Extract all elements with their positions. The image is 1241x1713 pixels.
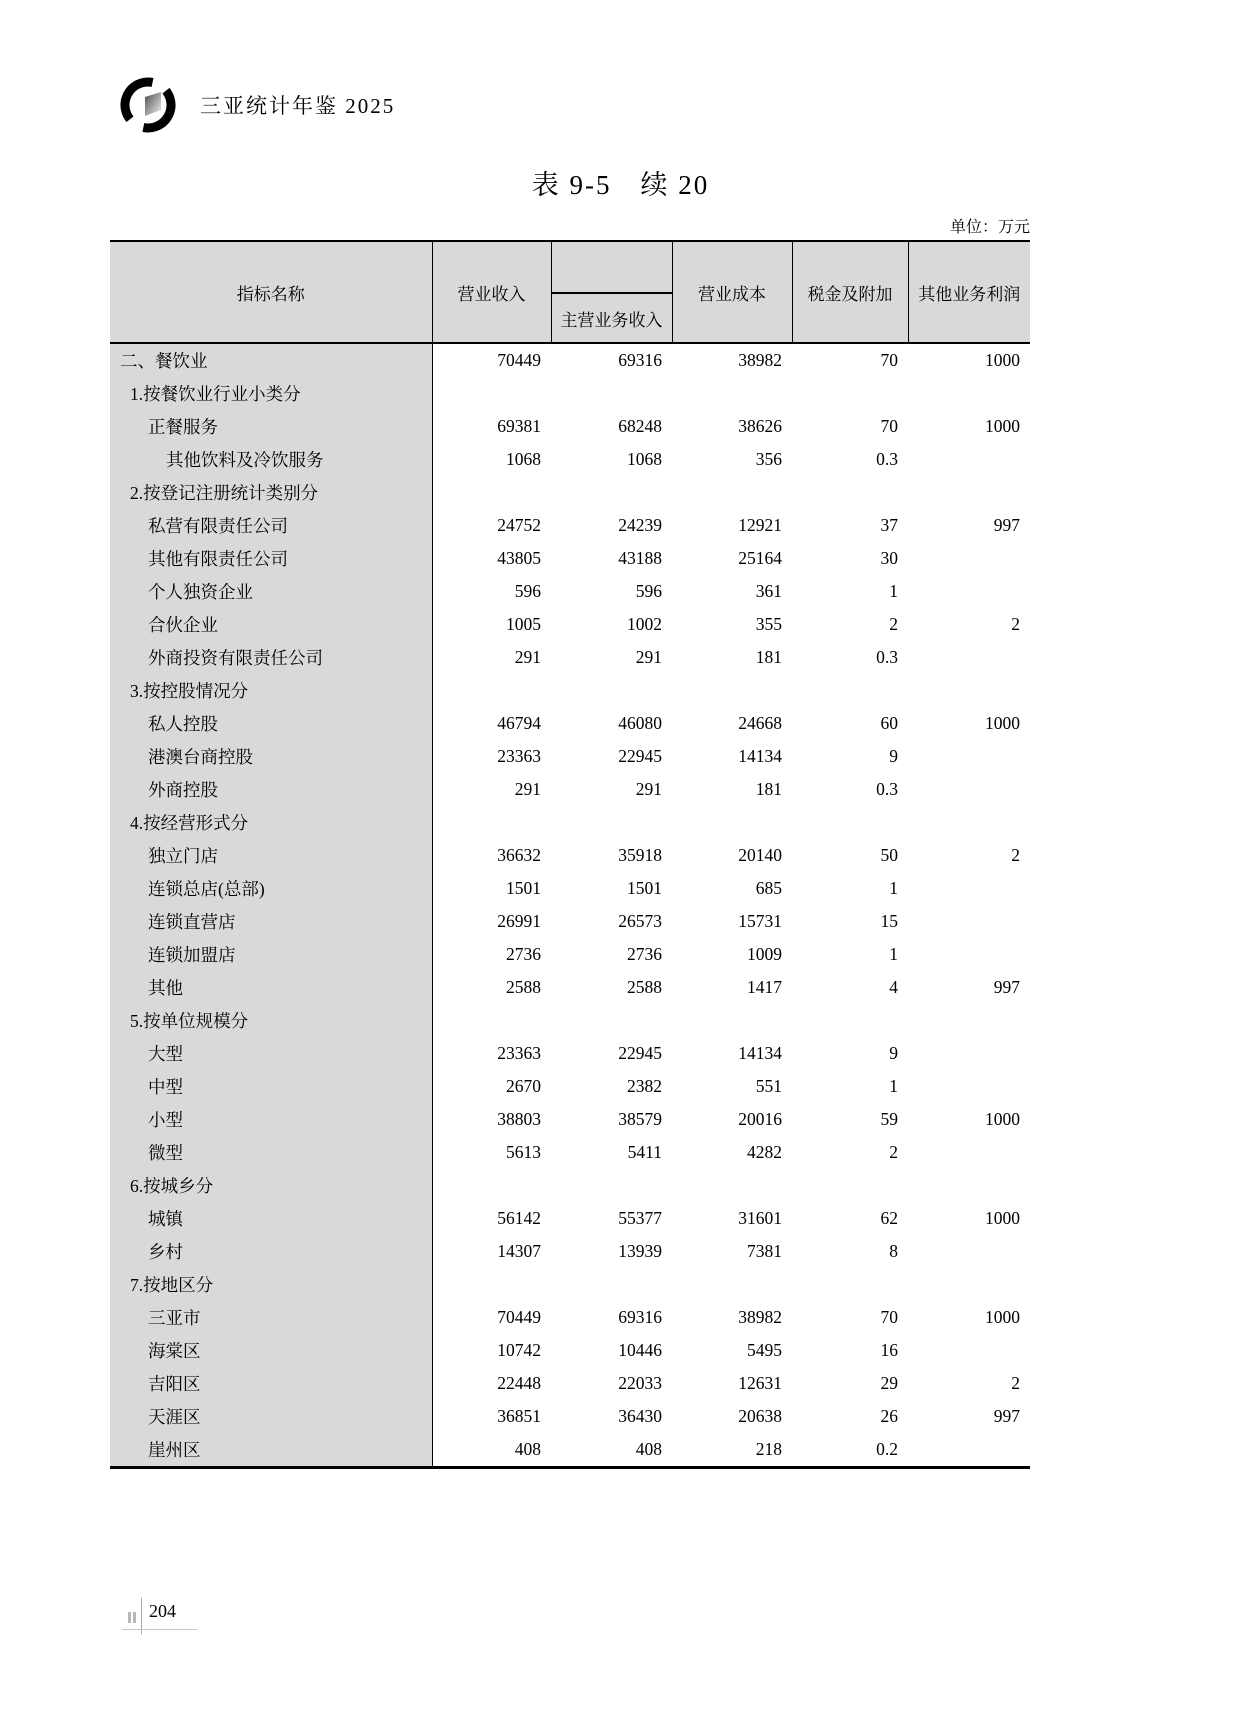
row-value: 8 [889,1241,898,1261]
page-header [116,76,395,134]
row-value: 36851 [497,1406,541,1426]
table-row [110,1037,1030,1070]
table-row [110,806,1030,839]
row-value: 291 [635,647,662,667]
table-row [110,1235,1030,1268]
row-value: 4282 [747,1142,782,1162]
table-row [110,707,1030,740]
row-value: 7381 [747,1241,782,1261]
table-row [110,1400,1030,1433]
row-label: 乡村 [110,1235,432,1268]
row-label: 5.按单位规模分 [110,1004,432,1037]
row-value [551,1268,672,1301]
row-value: 1000 [985,1208,1020,1228]
row-value: 1005 [506,614,541,634]
row-label: 吉阳区 [110,1367,432,1400]
row-label: 独立门店 [110,839,432,872]
row-label: 小型 [110,1103,432,1136]
row-value: 408 [514,1439,541,1459]
row-value: 9 [889,746,898,766]
row-label: 私营有限责任公司 [110,509,432,542]
unit-label: 单位：万元 [949,219,1030,236]
row-value: 38626 [738,416,782,436]
table-row [110,1169,1030,1202]
row-value: 14134 [738,1043,782,1063]
row-value: 43188 [618,548,662,568]
row-value: 23363 [497,1043,541,1063]
row-value: 20638 [738,1406,782,1426]
row-value [792,1169,908,1202]
footer-horizontal-rule [122,1629,197,1630]
row-value: 60 [880,713,898,733]
col-header-main-revenue: 主营业务收入 [551,293,672,343]
yearbook-title: 三亚统计年鉴 2025 [200,94,396,118]
row-value [672,1169,792,1202]
row-value: 24752 [497,515,541,535]
row-label: 其他饮料及冷饮服务 [110,443,432,476]
table-row [110,1268,1030,1301]
table-row [110,839,1030,872]
row-value: 46080 [618,713,662,733]
row-label: 大型 [110,1037,432,1070]
row-value: 1068 [627,449,662,469]
row-value [908,1268,1030,1301]
row-value: 14307 [497,1241,541,1261]
row-value: 12631 [738,1373,782,1393]
row-value: 0.3 [876,647,898,667]
row-value: 69381 [497,416,541,436]
row-value: 50 [880,845,898,865]
table-row [110,938,1030,971]
table-row [110,1202,1030,1235]
footer-tick-marks-icon [128,1612,136,1623]
row-value: 2736 [627,944,662,964]
row-value: 62 [880,1208,898,1228]
row-value [432,1004,551,1037]
row-value: 2 [889,1142,898,1162]
row-value [432,1169,551,1202]
row-value: 5411 [627,1142,662,1162]
row-label: 天涯区 [110,1400,432,1433]
row-value [908,872,1030,905]
row-value: 69316 [618,350,662,370]
row-value: 12921 [738,515,782,535]
row-label: 连锁加盟店 [110,938,432,971]
row-value: 181 [755,647,782,667]
yearbook-logo-icon [116,76,180,134]
row-value [792,1268,908,1301]
row-label: 其他有限责任公司 [110,542,432,575]
row-value: 38982 [738,1307,782,1327]
table-row [110,1103,1030,1136]
row-value: 20016 [738,1109,782,1129]
row-value: 596 [635,581,662,601]
row-value [908,443,1030,476]
row-value [908,1433,1030,1468]
row-value: 685 [755,878,782,898]
row-value: 20140 [738,845,782,865]
table-row [110,641,1030,674]
row-value: 13939 [618,1241,662,1261]
table-row [110,872,1030,905]
row-value: 38803 [497,1109,541,1129]
row-value: 35918 [618,845,662,865]
row-value [908,1235,1030,1268]
row-value: 16 [880,1340,898,1360]
row-value: 997 [993,977,1020,997]
row-value [908,806,1030,839]
row-value: 2736 [506,944,541,964]
row-value: 70449 [497,1307,541,1327]
row-value: 1 [889,878,898,898]
page-number: 204 [149,1601,176,1621]
row-value: 997 [993,515,1020,535]
col-header-revenue: 营业收入 [432,241,551,343]
row-value [432,377,551,410]
row-value [908,905,1030,938]
row-value: 1 [889,944,898,964]
table-row [110,674,1030,707]
row-value: 24668 [738,713,782,733]
row-label: 微型 [110,1136,432,1169]
row-label: 外商投资有限责任公司 [110,641,432,674]
row-value: 14134 [738,746,782,766]
row-value: 23363 [497,746,541,766]
row-value: 2 [889,614,898,634]
row-value: 1417 [747,977,782,997]
row-value: 1000 [985,713,1020,733]
table-body [110,343,1030,1468]
table-row [110,476,1030,509]
row-value: 36632 [497,845,541,865]
row-value: 551 [755,1076,782,1096]
table-row [110,575,1030,608]
row-label: 个人独资企业 [110,575,432,608]
row-value: 356 [755,449,782,469]
row-value: 70 [880,1307,898,1327]
col-header-other-profit: 其他业务利润 [908,241,1030,343]
table-row [110,1433,1030,1468]
row-value: 26 [880,1406,898,1426]
row-label: 连锁直营店 [110,905,432,938]
row-value: 1000 [985,416,1020,436]
table-row [110,1301,1030,1334]
row-value: 291 [514,779,541,799]
row-value: 408 [635,1439,662,1459]
row-value [908,1334,1030,1367]
row-label: 3.按控股情况分 [110,674,432,707]
row-value: 22033 [618,1373,662,1393]
row-value: 15731 [738,911,782,931]
row-value [908,1169,1030,1202]
row-value [908,542,1030,575]
row-value [908,1136,1030,1169]
row-value [908,1070,1030,1103]
row-value: 15 [880,911,898,931]
table-row [110,773,1030,806]
table-title: 表 9-5 续 20 [531,170,710,200]
table-row [110,740,1030,773]
row-label: 4.按经营形式分 [110,806,432,839]
row-value: 1000 [985,1109,1020,1129]
row-value [432,806,551,839]
row-value: 1002 [627,614,662,634]
row-label: 正餐服务 [110,410,432,443]
table-row [110,1070,1030,1103]
row-value: 22448 [497,1373,541,1393]
row-value [551,1004,672,1037]
row-value: 5613 [506,1142,541,1162]
row-value: 31601 [738,1208,782,1228]
row-value [432,476,551,509]
row-value: 2 [1011,845,1020,865]
row-value: 26573 [618,911,662,931]
row-value: 30 [880,548,898,568]
row-value: 2588 [506,977,541,997]
row-value: 1501 [506,878,541,898]
row-value [432,1268,551,1301]
row-value: 4 [889,977,898,997]
row-label: 三亚市 [110,1301,432,1334]
row-value: 70 [880,416,898,436]
row-value: 68248 [618,416,662,436]
table-row [110,905,1030,938]
row-value: 38982 [738,350,782,370]
row-label: 其他 [110,971,432,1004]
table-row [110,377,1030,410]
row-value: 2 [1011,614,1020,634]
row-value: 69316 [618,1307,662,1327]
table-row [110,443,1030,476]
row-value: 43805 [497,548,541,568]
row-value: 1 [889,1076,898,1096]
row-value: 291 [514,647,541,667]
row-value [908,377,1030,410]
row-label: 二、餐饮业 [110,343,432,377]
row-value: 997 [993,1406,1020,1426]
row-value: 2 [1011,1373,1020,1393]
row-value [672,476,792,509]
col-header-tax: 税金及附加 [792,241,908,343]
row-value [551,1169,672,1202]
row-label: 私人控股 [110,707,432,740]
table-row [110,1136,1030,1169]
row-label: 连锁总店(总部) [110,872,432,905]
col-header-main-revenue-spacer [551,241,672,293]
row-value: 24239 [618,515,662,535]
table-row [110,1334,1030,1367]
row-value [672,674,792,707]
row-value: 218 [755,1439,782,1459]
row-value [908,476,1030,509]
row-value: 2382 [627,1076,662,1096]
row-value: 22945 [618,1043,662,1063]
col-header-cost: 营业成本 [672,241,792,343]
row-value [672,806,792,839]
row-value: 1 [889,581,898,601]
row-value [908,773,1030,806]
row-value [908,938,1030,971]
row-label: 7.按地区分 [110,1268,432,1301]
row-value: 10446 [618,1340,662,1360]
row-value [792,1004,908,1037]
row-value [792,674,908,707]
row-value [908,674,1030,707]
row-value: 22945 [618,746,662,766]
row-label: 6.按城乡分 [110,1169,432,1202]
row-value [551,377,672,410]
row-value: 10742 [497,1340,541,1360]
row-value: 1068 [506,449,541,469]
row-value: 1000 [985,350,1020,370]
row-label: 2.按登记注册统计类别分 [110,476,432,509]
row-value [908,1037,1030,1070]
row-value: 25164 [738,548,782,568]
row-value: 70 [880,350,898,370]
table-row [110,509,1030,542]
row-value: 1000 [985,1307,1020,1327]
row-value: 596 [514,581,541,601]
row-value [792,377,908,410]
statistics-table [110,240,1030,1469]
row-value: 0.2 [876,1439,898,1459]
table-row [110,542,1030,575]
row-value [792,476,908,509]
row-value [672,377,792,410]
row-value [432,674,551,707]
row-value: 37 [880,515,898,535]
row-label: 海棠区 [110,1334,432,1367]
row-value: 5495 [747,1340,782,1360]
row-value: 59 [880,1109,898,1129]
row-value [672,1004,792,1037]
row-value [908,575,1030,608]
row-value: 0.3 [876,449,898,469]
row-value [551,674,672,707]
row-value: 2670 [506,1076,541,1096]
row-value [908,1004,1030,1037]
row-value: 355 [755,614,782,634]
row-value: 36430 [618,1406,662,1426]
row-label: 中型 [110,1070,432,1103]
row-label: 港澳台商控股 [110,740,432,773]
row-label: 外商控股 [110,773,432,806]
row-label: 合伙企业 [110,608,432,641]
row-value: 361 [755,581,782,601]
row-value: 291 [635,779,662,799]
row-value [551,806,672,839]
table-row [110,343,1030,377]
row-value: 1009 [747,944,782,964]
table-row [110,410,1030,443]
row-label: 1.按餐饮业行业小类分 [110,377,432,410]
row-value [792,806,908,839]
row-value [672,1268,792,1301]
row-value: 2588 [627,977,662,997]
row-value: 1501 [627,878,662,898]
row-value [908,740,1030,773]
row-value: 29 [880,1373,898,1393]
row-value [908,641,1030,674]
table-row [110,1004,1030,1037]
row-value: 46794 [497,713,541,733]
row-label: 崖州区 [110,1433,432,1468]
row-label: 城镇 [110,1202,432,1235]
row-value: 0.3 [876,779,898,799]
row-value: 55377 [618,1208,662,1228]
table-row [110,1367,1030,1400]
row-value: 181 [755,779,782,799]
row-value: 9 [889,1043,898,1063]
col-header-indicator: 指标名称 [110,241,432,343]
table-row [110,608,1030,641]
table-header [110,241,1030,343]
row-value: 70449 [497,350,541,370]
row-value: 26991 [497,911,541,931]
row-value: 38579 [618,1109,662,1129]
row-value [551,476,672,509]
table-row [110,971,1030,1004]
row-value: 56142 [497,1208,541,1228]
